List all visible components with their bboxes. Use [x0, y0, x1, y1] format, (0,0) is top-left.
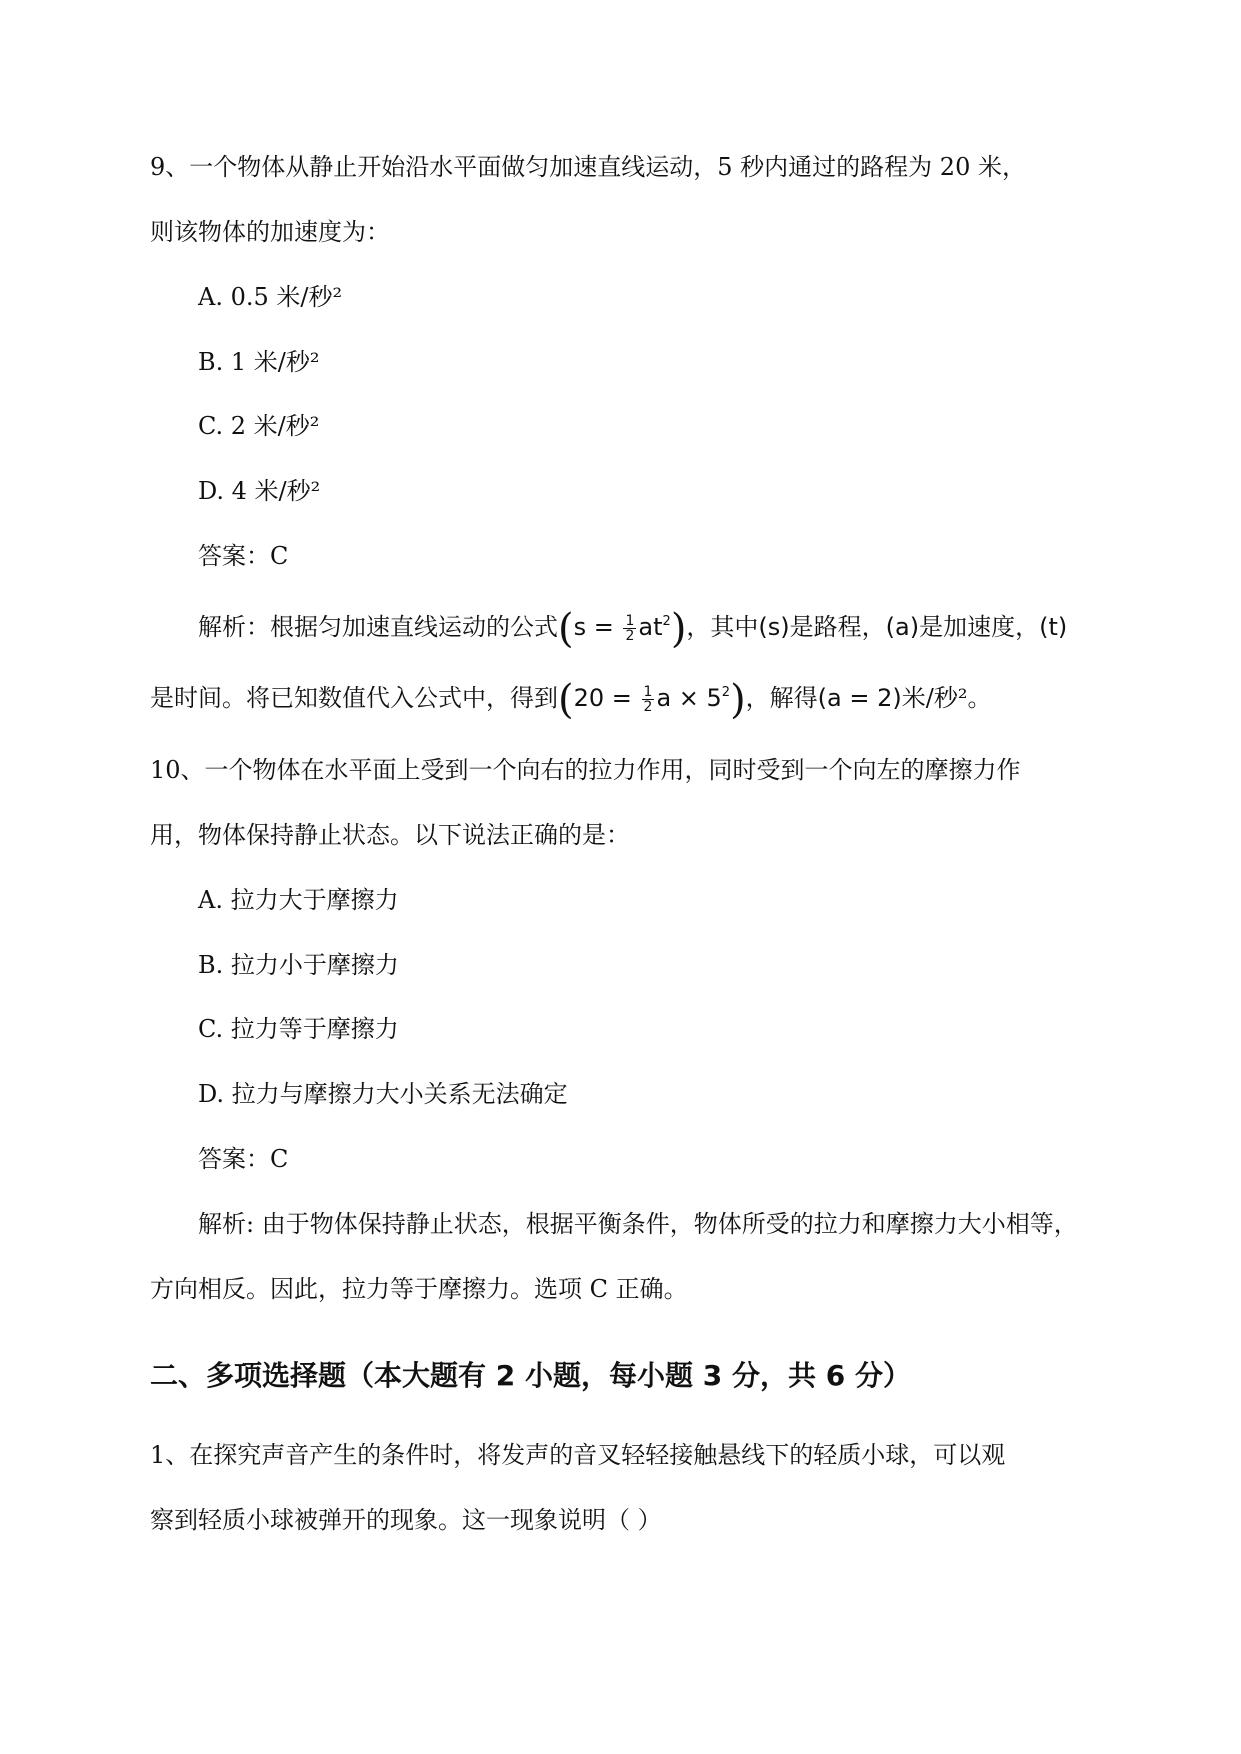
question-10-analysis-line-1: 解析: 由于物体保持静止状态，根据平衡条件，物体所受的拉力和摩擦力大小相等， — [198, 1210, 1078, 1238]
question-9-line-2: 则该物体的加速度为： — [150, 218, 390, 246]
question-9-line-1: 9、一个物体从静止开始沿水平面做匀加速直线运动，5 秒内通过的路程为 20 米， — [150, 153, 1026, 181]
formula-2-exponent: 2 — [721, 685, 731, 700]
analysis-intro: 解析：根据匀加速直线运动的公式 — [198, 613, 558, 641]
formula-right-paren: ) — [730, 677, 746, 723]
formula-left-paren: ( — [558, 677, 574, 723]
formula-left-paren: ( — [558, 606, 574, 652]
formula-right-paren: ) — [670, 606, 687, 652]
variable-t: (t) — [1039, 613, 1068, 641]
question-10-line-1: 10、一个物体在水平面上受到一个向右的拉力作用，同时受到一个向左的摩擦力作 — [150, 756, 1021, 784]
formula-1-lhs: s = — [573, 613, 622, 641]
variable-a: (a) — [885, 613, 920, 641]
formula-2-rhs: a × 5 — [656, 684, 722, 712]
analysis-text-1: ，其中 — [686, 613, 759, 641]
section-2-heading: 二、多项选择题（本大题有 2 小题，每小题 3 分，共 6 分） — [150, 1359, 911, 1392]
solved-prefix: ，解得 — [745, 684, 818, 712]
formula-2 — [573, 683, 731, 715]
formula-1 — [573, 612, 671, 644]
question-9-answer: 答案：C — [198, 542, 289, 570]
question-10-option-c: C. 拉力等于摩擦力 — [198, 1015, 399, 1043]
question-10-answer: 答案：C — [198, 1145, 289, 1173]
fraction-one-half — [623, 614, 636, 643]
question-10-option-a: A. 拉力大于摩擦力 — [198, 886, 399, 914]
analysis-text-2: 是路程， — [789, 613, 886, 641]
variable-s: (s) — [758, 613, 790, 641]
question-9-option-d: D. 4 米/秒² — [198, 477, 321, 505]
question-9-analysis-line-2 — [150, 677, 992, 723]
solved-value: (a = 2) — [817, 684, 902, 712]
fraction-numerator: 1 — [643, 683, 653, 700]
question-9-analysis-line-1 — [198, 606, 1068, 652]
question-10-option-b: B. 拉力小于摩擦力 — [198, 951, 399, 979]
multi-question-1-line-1: 1、在探究声音产生的条件时，将发声的音叉轻轻接触悬线下的轻质小球，可以观 — [150, 1441, 1006, 1469]
question-10-analysis-line-2: 方向相反。因此，拉力等于摩擦力。选项 C 正确。 — [150, 1275, 688, 1303]
solved-unit: 米/秒²。 — [901, 684, 992, 712]
multi-question-1-line-2: 察到轻质小球被弹开的现象。这一现象说明（ ） — [150, 1506, 662, 1534]
fraction-numerator: 1 — [625, 612, 635, 629]
fraction-denominator: 2 — [643, 698, 653, 715]
formula-1-exponent: 2 — [662, 614, 671, 629]
fraction-denominator: 2 — [625, 627, 635, 644]
question-10-line-2: 用，物体保持静止状态。以下说法正确的是： — [150, 821, 630, 849]
analysis-text-3: 是加速度， — [919, 613, 1040, 641]
analysis-line-2-text: 是时间。将已知数值代入公式中，得到 — [150, 684, 558, 712]
question-9-option-c: C. 2 米/秒² — [198, 412, 320, 440]
question-9-option-a: A. 0.5 米/秒² — [198, 283, 343, 311]
formula-2-lhs: 20 = — [573, 684, 640, 712]
question-10-option-d: D. 拉力与摩擦力大小关系无法确定 — [198, 1080, 568, 1108]
formula-1-rhs: at — [638, 613, 663, 641]
fraction-one-half — [642, 685, 655, 714]
question-9-option-b: B. 1 米/秒² — [198, 348, 320, 376]
